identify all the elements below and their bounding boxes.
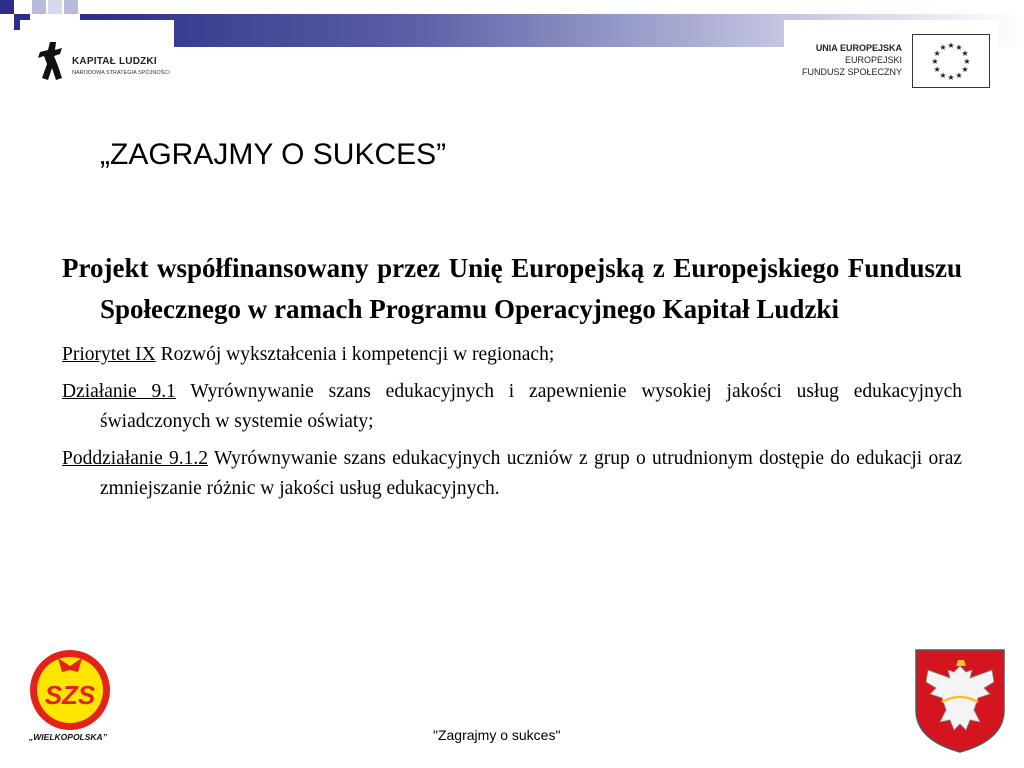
eu-star-icon: ★: [963, 57, 971, 66]
decor-square: [0, 0, 14, 14]
eu-star-icon: ★: [947, 41, 955, 50]
eu-logo-text: [802, 42, 902, 78]
eu-star-icon: ★: [939, 43, 947, 53]
slide-title: „ZAGRAJMY O SUKCES”: [100, 138, 447, 171]
item-text: Wyrównywanie szans edukacyjnych i zapewnienie wysokiej jakości usług edukacyjnych świadczonych w systemie oświaty;: [100, 381, 962, 432]
list-item: [62, 444, 962, 504]
coat-of-arms-icon: [914, 648, 1006, 754]
item-label: Działanie 9.1: [62, 381, 176, 402]
eu-flag-icon: [912, 34, 990, 88]
eu-star-icon: ★: [947, 73, 955, 82]
item-label: Priorytet IX: [62, 344, 156, 365]
eu-star-icon: ★: [931, 57, 939, 66]
eu-star-icon: ★: [939, 70, 947, 80]
item-text: Rozwój wykształcenia i kompetencji w regionach;: [155, 344, 555, 365]
item-label: Poddziałanie 9.1.2: [62, 448, 209, 469]
eu-logo: [784, 20, 998, 92]
kapital-ludzki-logo: [20, 20, 174, 96]
decor-square: [32, 0, 46, 14]
decor-square: [48, 0, 62, 14]
eu-star-icon: ★: [955, 70, 963, 80]
szs-caption: „WIELKOPOLSKA”: [29, 732, 107, 742]
eu-star-icon: ★: [961, 65, 969, 74]
eu-line-3: FUNDUSZ SPOŁECZNY: [801, 67, 902, 77]
szs-letters: SZS: [44, 680, 96, 710]
list-item: [62, 340, 962, 370]
human-figure-icon: [36, 40, 68, 84]
item-text: Wyrównywanie szans edukacyjnych uczniów z grup o utrudnionym dostępie do edukacji oraz zmniejszanie różnic w jakości usług edukacyjnych.: [100, 448, 963, 499]
footer-text: "Zagrajmy o sukces": [433, 727, 561, 743]
slide-content: [62, 248, 962, 511]
kapital-ludzki-title: KAPITAŁ LUDZKI: [72, 56, 157, 67]
eu-star-icon: ★: [961, 49, 969, 58]
eu-star-icon: ★: [933, 65, 941, 74]
eu-line-2: EUROPEJSKI: [844, 55, 902, 65]
eu-star-icon: ★: [955, 43, 963, 53]
szs-wielkopolska-logo: [22, 648, 122, 748]
kapital-ludzki-subtitle: NARODOWA STRATEGIA SPÓJNOŚCI: [72, 70, 170, 76]
list-item: [62, 377, 962, 437]
main-paragraph: Projekt współfinansowany przez Unię Europejską z Europejskiego Funduszu Społecznego w ramach Programu Operacyjnego Kapitał Ludzki: [62, 253, 962, 324]
eu-star-icon: ★: [933, 49, 941, 58]
eu-line-1: UNIA EUROPEJSKA: [815, 43, 902, 53]
decor-square: [64, 0, 78, 14]
